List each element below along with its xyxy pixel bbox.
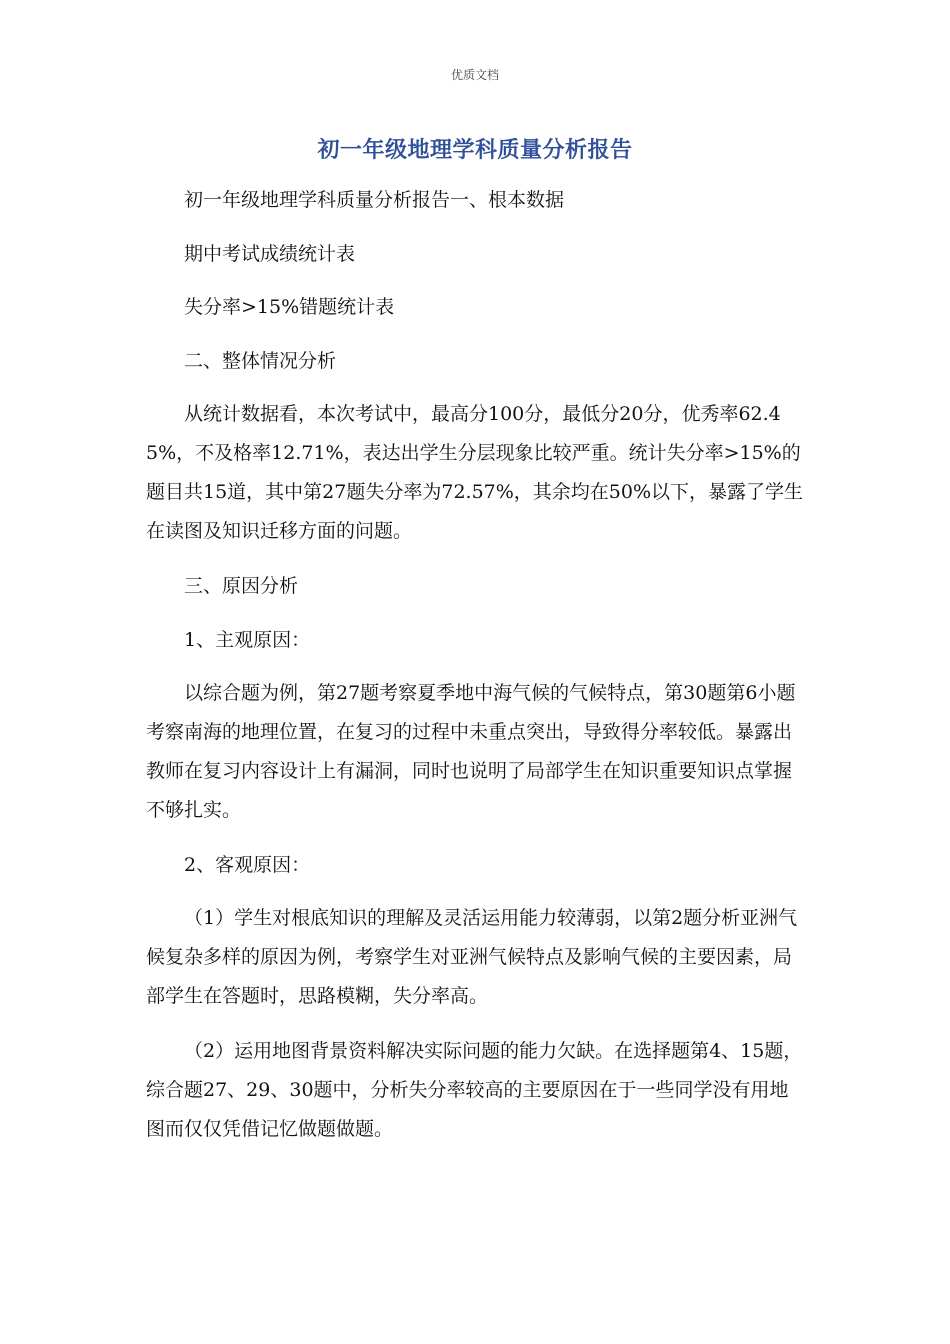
paragraph-objective-2: （2）运用地图背景资料解决实际问题的能力欠缺。在选择题第4、15题，综合题27、29、30题中，分析失分率较高的主要原因在于一些同学没有用地图而仅仅凭借记忆做题做题。 <box>146 1040 803 1140</box>
subheading-objective: 2、客观原因： <box>184 854 311 876</box>
paragraph-objective-1: （1）学生对根底知识的理解及灵活运用能力较薄弱，以第2题分析亚洲气候复杂多样的原因为例，考察学生对亚洲气候特点及影响气候的主要因素，局部学生在答题时，思路模糊，失分率高。 <box>146 907 798 1007</box>
paragraph-overall-analysis: 从统计数据看，本次考试中，最高分100分，最低分20分，优秀率62.45%，不及格率12.71%，表达出学生分层现象比较严重。统计失分率>15%的题目共15道，其中第27题失分率为72.57%，其余均在50%以下，暴露了学生在读图及知识迁移方面的问题。 <box>146 403 804 542</box>
page-header: 优质文档 <box>450 68 499 82</box>
paragraph-midterm-table: 期中考试成绩统计表 <box>184 243 356 265</box>
paragraph-subjective-causes: 以综合题为例，第27题考察夏季地中海气候的气候特点，第30题第6小题考察南海的地理位置，在复习的过程中未重点突出，导致得分率较低。暴露出教师在复习内容设计上有漏洞，同时也说明了局部学生在知识重要知识点掌握不够扎实。 <box>146 682 796 821</box>
document-title: 初一年级地理学科质量分析报告 <box>317 138 633 163</box>
section-heading-causes: 三、原因分析 <box>184 575 299 597</box>
subheading-subjective: 1、主观原因： <box>184 629 311 651</box>
paragraph-intro: 初一年级地理学科质量分析报告一、根本数据 <box>184 189 565 211</box>
paragraph-error-table: 失分率>15%错题统计表 <box>184 296 395 318</box>
section-heading-overall: 二、整体情况分析 <box>184 350 337 372</box>
